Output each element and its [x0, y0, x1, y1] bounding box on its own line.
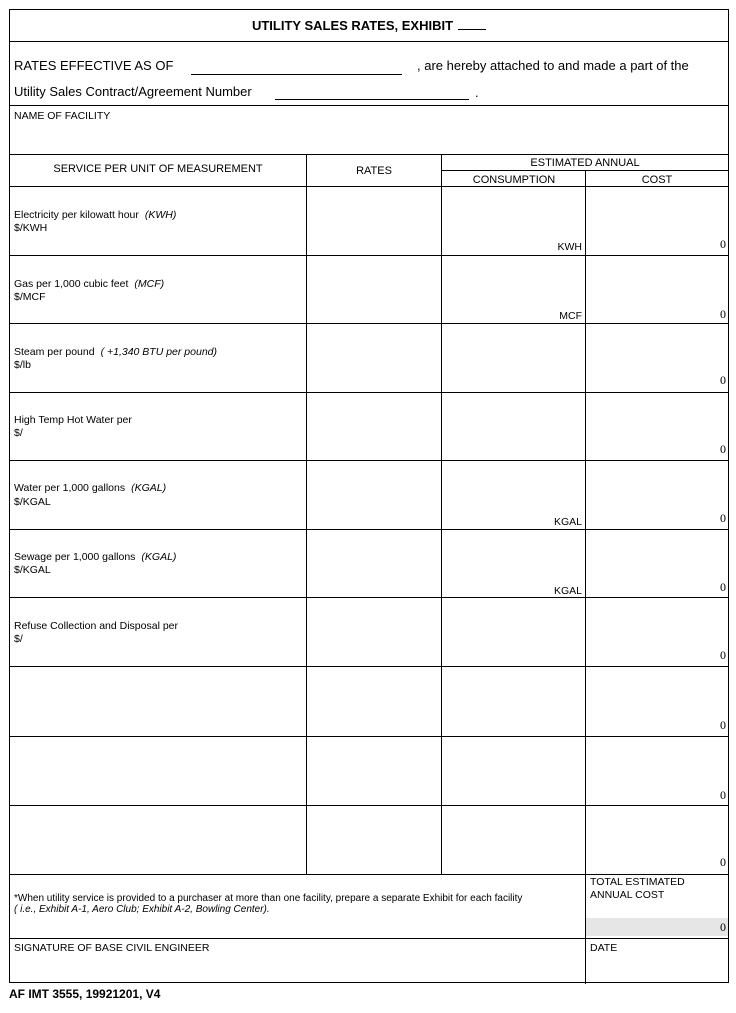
service-unit: $/KWH: [14, 222, 48, 234]
service-row: [10, 529, 728, 597]
consumption-column-header: CONSUMPTION: [472, 174, 556, 186]
consumption-field[interactable]: [442, 597, 584, 665]
divider: [10, 41, 728, 42]
total-cost-value: 0: [720, 920, 726, 934]
rates-column-header: RATES: [356, 165, 392, 177]
form-identifier: AF IMT 3555, 19921201, V4: [9, 987, 161, 1001]
service-unit: $/: [14, 427, 23, 439]
consumption-unit: KGAL: [553, 585, 582, 597]
total-estimated-label: [590, 876, 685, 902]
rate-field[interactable]: [307, 529, 440, 596]
cost-value: 0: [720, 373, 726, 387]
cost-value: 0: [720, 237, 726, 251]
consumption-field[interactable]: [442, 666, 584, 735]
service-name: High Temp Hot Water per: [14, 414, 132, 426]
rate-field[interactable]: [307, 186, 440, 254]
service-field[interactable]: [10, 805, 305, 873]
consumption-field[interactable]: [442, 392, 584, 459]
consumption-unit: MCF: [559, 310, 582, 322]
contract-number-field[interactable]: [275, 99, 469, 100]
service-row: [10, 392, 728, 460]
signature-field[interactable]: [14, 956, 579, 980]
service-name: Gas per 1,000 cubic feet (MCF): [14, 278, 165, 290]
cost-value: 0: [720, 718, 726, 732]
service-name: Refuse Collection and Disposal per: [14, 620, 179, 632]
contract-number-label: Utility Sales Contract/Agreement Number: [14, 84, 252, 99]
facility-name-field[interactable]: [14, 125, 724, 151]
consumption-unit: KGAL: [553, 516, 582, 528]
attached-text: , are hereby attached to and made a part of the: [417, 58, 689, 73]
rate-field[interactable]: [307, 323, 440, 391]
service-row: [10, 666, 728, 736]
total-label-line-2: ANNUAL COST: [590, 889, 665, 901]
divider: [10, 154, 728, 155]
consumption-field[interactable]: [442, 805, 584, 873]
divider: [10, 874, 728, 875]
consumption-field[interactable]: [442, 736, 584, 804]
service-name: Steam per pound ( +1,340 BTU per pound): [14, 346, 218, 358]
cost-value: 0: [720, 648, 726, 662]
service-name: Water per 1,000 gallons (KGAL): [14, 482, 167, 494]
service-row: [10, 597, 728, 666]
rate-field[interactable]: [307, 805, 440, 873]
note-line-2: ( i.e., Exhibit A-1, Aero Club; Exhibit A-2, Bowling Center).: [14, 904, 270, 915]
rates-effective-date-field[interactable]: [191, 74, 402, 75]
rate-field[interactable]: [307, 392, 440, 459]
service-unit: $/MCF: [14, 291, 46, 303]
consumption-unit: KWH: [557, 241, 582, 253]
service-column-header: SERVICE PER UNIT OF MEASUREMENT: [53, 163, 263, 175]
service-row: [10, 805, 728, 874]
service-field[interactable]: [10, 666, 305, 735]
cost-value: 0: [720, 511, 726, 525]
service-unit: $/lb: [14, 359, 31, 371]
date-label: DATE: [590, 942, 618, 954]
rates-effective-label: RATES EFFECTIVE AS OF: [14, 58, 174, 73]
cost-value: 0: [720, 580, 726, 594]
divider: [10, 105, 728, 106]
form-title-text: UTILITY SALES RATES, EXHIBIT: [251, 18, 454, 33]
estimated-annual-header: ESTIMATED ANNUAL: [530, 157, 640, 169]
rate-field[interactable]: [307, 597, 440, 665]
service-unit: $/KGAL: [14, 496, 51, 508]
divider: [10, 938, 728, 939]
service-row: [10, 323, 728, 392]
service-unit: $/KGAL: [14, 564, 51, 576]
cost-value: 0: [720, 442, 726, 456]
service-unit: $/: [14, 633, 23, 645]
cost-value: 0: [720, 855, 726, 869]
contract-period: .: [475, 85, 479, 100]
note-line-1: *When utility service is provided to a purchaser at more than one facility, prepare a separate Exhibit for each facility: [14, 893, 523, 904]
rate-field[interactable]: [307, 460, 440, 528]
rate-field[interactable]: [307, 736, 440, 804]
service-row: [10, 460, 728, 529]
date-field[interactable]: [590, 956, 724, 980]
service-name: Sewage per 1,000 gallons (KGAL): [14, 551, 177, 563]
multi-facility-note: [14, 893, 579, 915]
service-name: Electricity per kilowatt hour (KWH): [14, 209, 177, 221]
exhibit-number-blank[interactable]: [458, 20, 486, 30]
service-row: [10, 736, 728, 805]
rate-field[interactable]: [307, 255, 440, 322]
signature-label: SIGNATURE OF BASE CIVIL ENGINEER: [14, 942, 210, 954]
service-field[interactable]: [10, 736, 305, 804]
cost-column-header: COST: [641, 174, 673, 186]
consumption-field[interactable]: [442, 323, 584, 391]
facility-label: NAME OF FACILITY: [14, 110, 111, 122]
service-row: [10, 186, 728, 255]
cost-value: 0: [720, 307, 726, 321]
form-title: [10, 18, 728, 33]
rate-field[interactable]: [307, 666, 440, 735]
service-row: [10, 255, 728, 323]
cost-value: 0: [720, 788, 726, 802]
utility-sales-rates-form: [9, 9, 729, 983]
total-label-line-1: TOTAL ESTIMATED: [590, 876, 685, 888]
